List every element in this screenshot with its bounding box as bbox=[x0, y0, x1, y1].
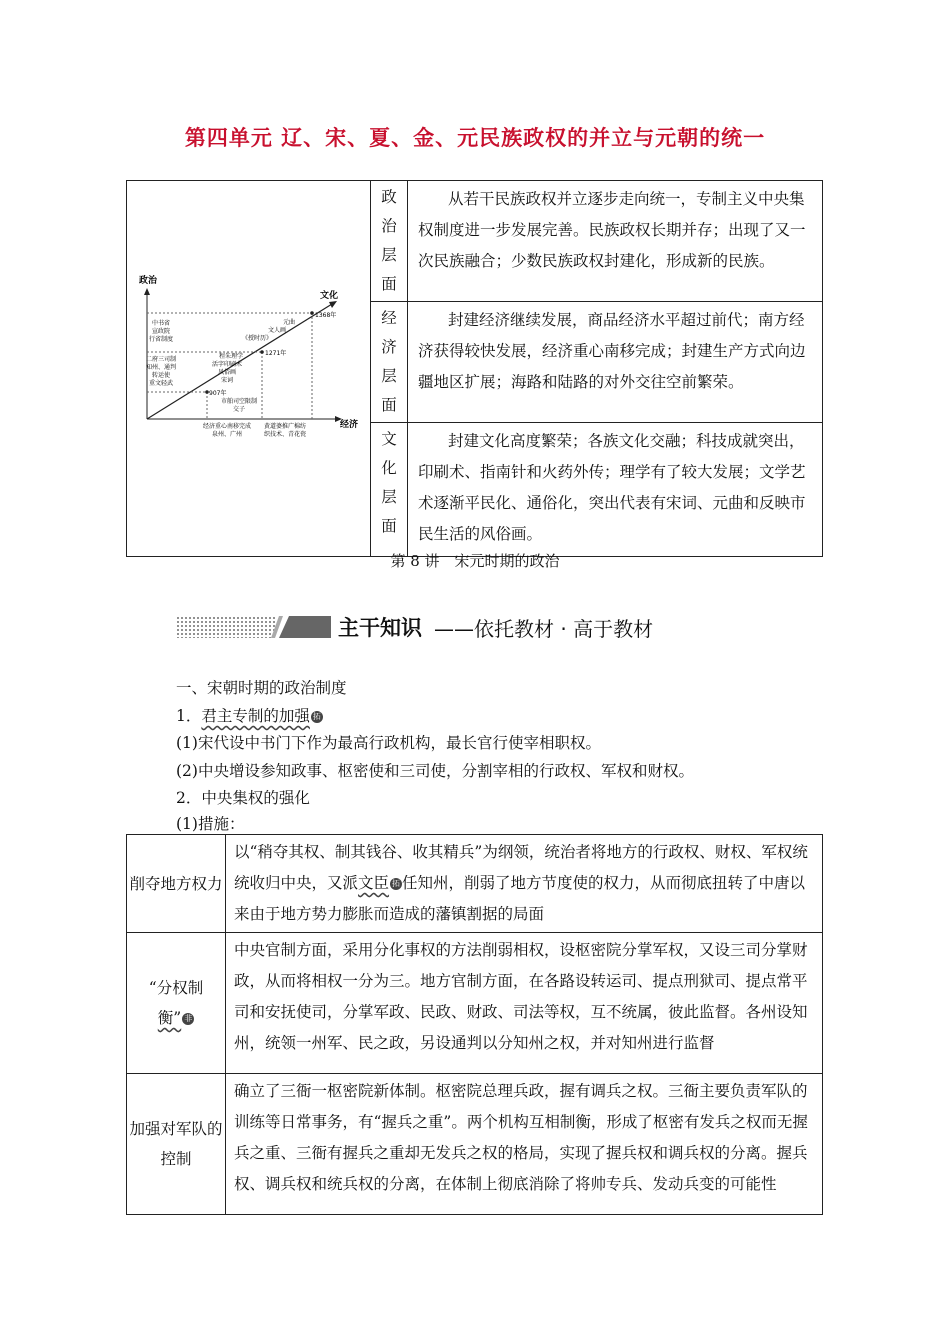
overview-row-political bbox=[127, 181, 823, 302]
pol-label: 重文轻武 bbox=[148, 379, 174, 387]
eco-label: 经济重心南移完成 bbox=[202, 422, 252, 430]
pol-label: 中书省 bbox=[151, 319, 171, 327]
axis-label-culture: 文化 bbox=[320, 290, 339, 301]
non-mark-icon: 非 bbox=[184, 1014, 193, 1023]
measure-text-part: 任知州，削弱了地方节度使的权力，从而彻底扭转了中唐以来由于地方势力膨胀而造成的藩镇割据的局面 bbox=[234, 874, 806, 923]
measure-label: 加强对军队的控制 bbox=[127, 1074, 226, 1215]
expand-mark-icon: 拓 bbox=[312, 712, 321, 721]
lecture-title: 第 8 讲 宋元时期的政治 bbox=[390, 552, 560, 570]
axis-label-politics: 政治 bbox=[139, 275, 158, 286]
pol-label: 宣政院 bbox=[151, 327, 171, 335]
measure-label: 削夺地方权力 bbox=[127, 835, 226, 933]
cul-label: 元曲 bbox=[282, 318, 296, 326]
section-banner bbox=[176, 612, 776, 642]
development-diagram bbox=[127, 191, 370, 536]
pol-label: 行省制度 bbox=[148, 335, 174, 343]
point-1368 bbox=[310, 311, 314, 315]
cul-label: 程朱理学 bbox=[218, 352, 244, 360]
item-2-sub: (1)措施： bbox=[176, 815, 245, 833]
item-2: 2．中央集权的强化 bbox=[176, 789, 310, 807]
item-1-num: 1． bbox=[176, 707, 202, 725]
measure-text: 中央官制方面，采用分化事权的方法削弱相权，设枢密院分掌军权，又设三司分掌财政，从而将相权一分为三。地方官制方面，在各路设转运司、提点刑狱司、提点常平司和安抚使司，分掌军政、民政、财政、司法等权，互不统属，彼此监督。各州设知州，统领一州军、民之政，另设通判以分知州之权，并对知州进行监督 bbox=[226, 933, 823, 1074]
y-arrow-icon bbox=[144, 288, 150, 295]
cul-label: 宋词 bbox=[220, 376, 234, 384]
paragraph-1: (1)宋代设中书门下作为最高行政机构，最长官行使宰相职权。 bbox=[176, 734, 601, 752]
row-text-cultural: 封建文化高度繁荣；各族文化交融；科技成就突出，印刷术、指南针和火药外传；理学有了较大发展；文学艺术逐渐平民化、通俗化，突出代表有宋词、元曲和反映市民生活的风俗画。 bbox=[408, 423, 823, 557]
eco-label: 黄道婆推广棉纺 bbox=[263, 422, 307, 430]
measure-row bbox=[127, 933, 823, 1074]
banner-dots-decoration bbox=[176, 616, 276, 638]
cul-label: 《授时历》 bbox=[241, 334, 273, 342]
pol-label: 二府三司制 bbox=[145, 355, 177, 363]
eco-label: 泉州、广州 bbox=[211, 430, 243, 438]
row-label-cultural: 文 化 层 面 bbox=[371, 423, 408, 557]
cul-label: 活字印刷术 bbox=[211, 360, 243, 368]
row-label-political: 政 治 层 面 bbox=[371, 181, 408, 302]
section-heading: 一、宋朝时期的政治制度 bbox=[176, 679, 347, 697]
point-1271 bbox=[260, 350, 264, 354]
row-text-economic: 封建经济继续发展，商品经济水平超过前代；南方经济获得较快发展，经济重心南移完成；封建生产方式向边疆地区扩展；海路和陆路的对外交往空前繁荣。 bbox=[408, 302, 823, 423]
axis-label-economy: 经济 bbox=[340, 419, 359, 430]
row-text-political: 从若干民族政权并立逐步走向统一，专制主义中央集权制度进一步发展完善。民族政权长期并存；出现了又一次民族融合；少数民族政权封建化，形成新的民族。 bbox=[408, 181, 823, 302]
measure-label-part: “分权制 bbox=[148, 979, 204, 997]
banner-main: 主干知识 bbox=[338, 616, 422, 640]
year-label: 1271年 bbox=[265, 349, 287, 357]
banner-slash-decoration bbox=[271, 616, 331, 638]
measure-text: 确立了三衙一枢密院新体制。枢密院总理兵政，握有调兵之权。三衙主要负责军队的训练等日常事务，有“握兵之重”。两个机构互相制衡，形成了枢密有发兵之权而无握兵之重、三衙有握兵之重却无发兵之权的格局，实现了握兵权和调兵权的分离。握兵权、调兵权和统兵权的分离，在体制上彻底消除了将帅专兵、发动兵变的可能性 bbox=[226, 1074, 823, 1215]
measure-text-part: 以“稍夺其权、制其钱谷、收其精兵”为纲领，统治者将地方的行政权、财权、军权统统收归中央，又派 bbox=[234, 843, 808, 892]
measure-row bbox=[127, 1074, 823, 1215]
cul-label: 文人画 bbox=[267, 326, 287, 334]
year-label: 1368年 bbox=[315, 311, 337, 319]
overview-table bbox=[126, 180, 823, 557]
unit-title: 第四单元 辽、宋、夏、金、元民族政权的并立与元朝的统一 bbox=[184, 126, 766, 150]
row-label-economic: 经 济 层 面 bbox=[371, 302, 408, 423]
pol-label: 转运使 bbox=[151, 371, 171, 379]
expand-mark-icon: 拓 bbox=[392, 879, 401, 888]
pol-label: 知州、通判 bbox=[145, 363, 177, 371]
development-diagram-cell bbox=[127, 181, 371, 557]
eco-label: 织技术、青花瓷 bbox=[263, 430, 307, 438]
eco-label: 市舶司空限制 bbox=[220, 397, 258, 405]
cul-label: 风俗画 bbox=[217, 368, 237, 376]
paragraph-2: (2)中央增设参知政事、枢密使和三司使，分割宰相的行政权、军权和财权。 bbox=[176, 762, 694, 780]
measure-text bbox=[226, 835, 823, 933]
measure-label-part: 衡” bbox=[157, 1009, 182, 1027]
banner-sub: ——依托教材 · 高于教材 bbox=[434, 617, 654, 641]
measures-table bbox=[126, 834, 823, 1215]
item-1-text: 君主专制的加强 bbox=[201, 707, 310, 725]
measure-label bbox=[127, 933, 226, 1074]
year-label: 907年 bbox=[209, 389, 227, 397]
eco-label: 交子 bbox=[232, 405, 246, 413]
item-1 bbox=[176, 704, 323, 726]
measure-text-emph: 文臣 bbox=[358, 874, 390, 892]
measure-row bbox=[127, 835, 823, 933]
